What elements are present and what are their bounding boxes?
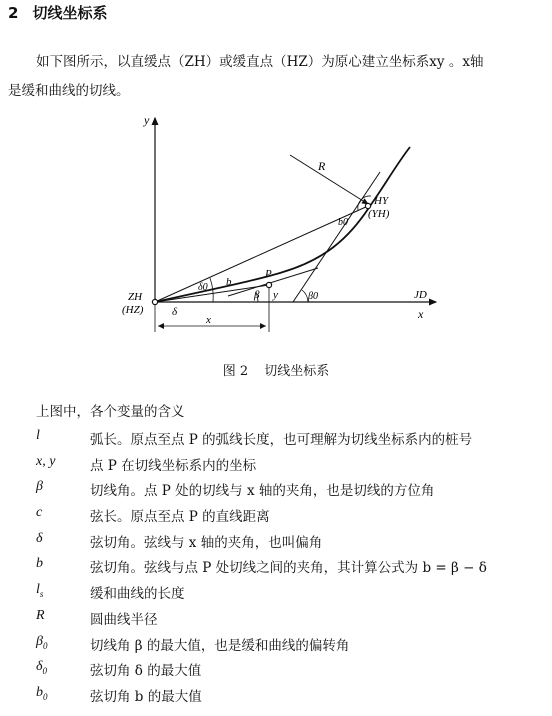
symbol-subscript: s bbox=[39, 588, 44, 599]
symbol-main: c bbox=[36, 505, 43, 521]
chord-to-hy bbox=[155, 206, 368, 302]
b-label: b bbox=[226, 276, 232, 288]
definition-text: 切线角。点 P 处的切线与 x 轴的夹角，也是切线的方位角 bbox=[90, 483, 435, 500]
section-title: 切线坐标系 bbox=[32, 4, 108, 22]
symbol-main: x, y bbox=[36, 453, 56, 469]
zh-label: ZH bbox=[128, 291, 143, 303]
definition-symbol bbox=[36, 582, 43, 599]
figure-caption bbox=[0, 360, 552, 379]
symbol-main: b bbox=[36, 684, 43, 700]
section-heading bbox=[8, 2, 107, 23]
yh-label: (YH) bbox=[368, 208, 390, 220]
intro-paragraph bbox=[8, 48, 544, 106]
x-axis-label: x bbox=[418, 307, 424, 321]
symbol-main: l bbox=[36, 428, 40, 443]
paragraph-line-1: 如下图所示，以直缓点（ZH）或缓直点（HZ）为原心建立坐标系xy 。x轴 bbox=[36, 54, 484, 70]
x-dimension-label: x bbox=[206, 314, 211, 326]
definition-row bbox=[36, 505, 546, 531]
caption-number: 图 2 bbox=[222, 364, 249, 379]
definition-row bbox=[36, 608, 546, 634]
definition-symbol bbox=[36, 479, 43, 495]
definition-row bbox=[36, 685, 546, 711]
definition-row bbox=[36, 556, 546, 582]
caption-title: 切线坐标系 bbox=[264, 364, 330, 379]
definition-text: 缓和曲线的长度 bbox=[90, 586, 185, 603]
paragraph-line-2: 是缓和曲线的切线。 bbox=[8, 83, 130, 99]
hy-tangent-line bbox=[293, 172, 380, 302]
definition-row bbox=[36, 634, 546, 660]
r-label: R bbox=[318, 159, 326, 173]
definition-text: 切线角 β 的最大值，也是缓和曲线的偏转角 bbox=[90, 637, 350, 654]
definition-text: 弦切角。弦线与 x 轴的夹角，也叫偏角 bbox=[90, 534, 323, 551]
radius-arrow bbox=[290, 155, 368, 204]
definition-symbol bbox=[36, 454, 55, 470]
y-dimension-label: y bbox=[273, 289, 278, 301]
definition-symbol bbox=[36, 428, 40, 444]
variables-intro: 上图中，各个变量的含义 bbox=[36, 404, 185, 420]
beta-label: β bbox=[254, 289, 260, 301]
definition-text: 圆曲线半径 bbox=[90, 611, 158, 628]
hz-label: (HZ) bbox=[122, 304, 144, 316]
definition-row bbox=[36, 531, 546, 557]
definition-text: 弦切角。弦线与点 P 处切线之间的夹角，其计算公式为 b = β − δ bbox=[90, 560, 487, 577]
definition-list bbox=[36, 428, 546, 711]
point-p bbox=[266, 282, 271, 287]
beta0-label: β0 bbox=[308, 291, 318, 302]
definition-row bbox=[36, 454, 546, 480]
delta0-label: δ0 bbox=[198, 282, 208, 293]
tangent-coordinate-figure bbox=[118, 110, 443, 350]
chord-to-p bbox=[155, 285, 269, 302]
symbol-subscript: 0 bbox=[42, 665, 48, 676]
y-axis-label: y bbox=[144, 113, 150, 127]
jd-label: JD bbox=[414, 289, 427, 301]
symbol-main: δ bbox=[36, 659, 43, 675]
symbol-subscript: 0 bbox=[43, 691, 48, 702]
symbol-main: δ bbox=[36, 530, 43, 546]
section-number: 2 bbox=[8, 4, 19, 22]
definition-text: 弦切角 b 的最大值 bbox=[90, 688, 202, 705]
delta-label: δ bbox=[172, 306, 178, 318]
definition-row bbox=[36, 659, 546, 685]
definition-text: 弦切角 δ 的最大值 bbox=[90, 663, 202, 680]
symbol-subscript: 0 bbox=[42, 640, 48, 651]
definition-text: 弧长。原点至点 P 的弧线长度，也可理解为切线坐标系内的桩号 bbox=[90, 432, 473, 448]
b0-label: b0 bbox=[338, 217, 348, 228]
symbol-main: b bbox=[36, 556, 43, 572]
definition-row bbox=[36, 428, 546, 454]
symbol-main: l bbox=[36, 582, 40, 598]
definition-symbol bbox=[36, 608, 45, 624]
hy-label: HY bbox=[374, 195, 389, 207]
origin-point bbox=[152, 299, 157, 304]
definition-symbol bbox=[36, 531, 43, 547]
p-label: P bbox=[265, 268, 272, 280]
definition-text: 弦长。原点至点 P 的直线距离 bbox=[90, 509, 270, 526]
definition-symbol bbox=[36, 556, 43, 572]
definition-text: 点 P 在切线坐标系内的坐标 bbox=[90, 457, 257, 474]
definition-row bbox=[36, 479, 546, 505]
definition-symbol bbox=[36, 659, 47, 676]
definition-symbol bbox=[36, 634, 47, 651]
symbol-main: β bbox=[36, 479, 43, 495]
symbol-main: R bbox=[36, 607, 45, 623]
definition-symbol bbox=[36, 505, 42, 521]
symbol-main: β bbox=[36, 633, 43, 649]
definition-symbol bbox=[36, 685, 48, 702]
definition-row bbox=[36, 582, 546, 608]
